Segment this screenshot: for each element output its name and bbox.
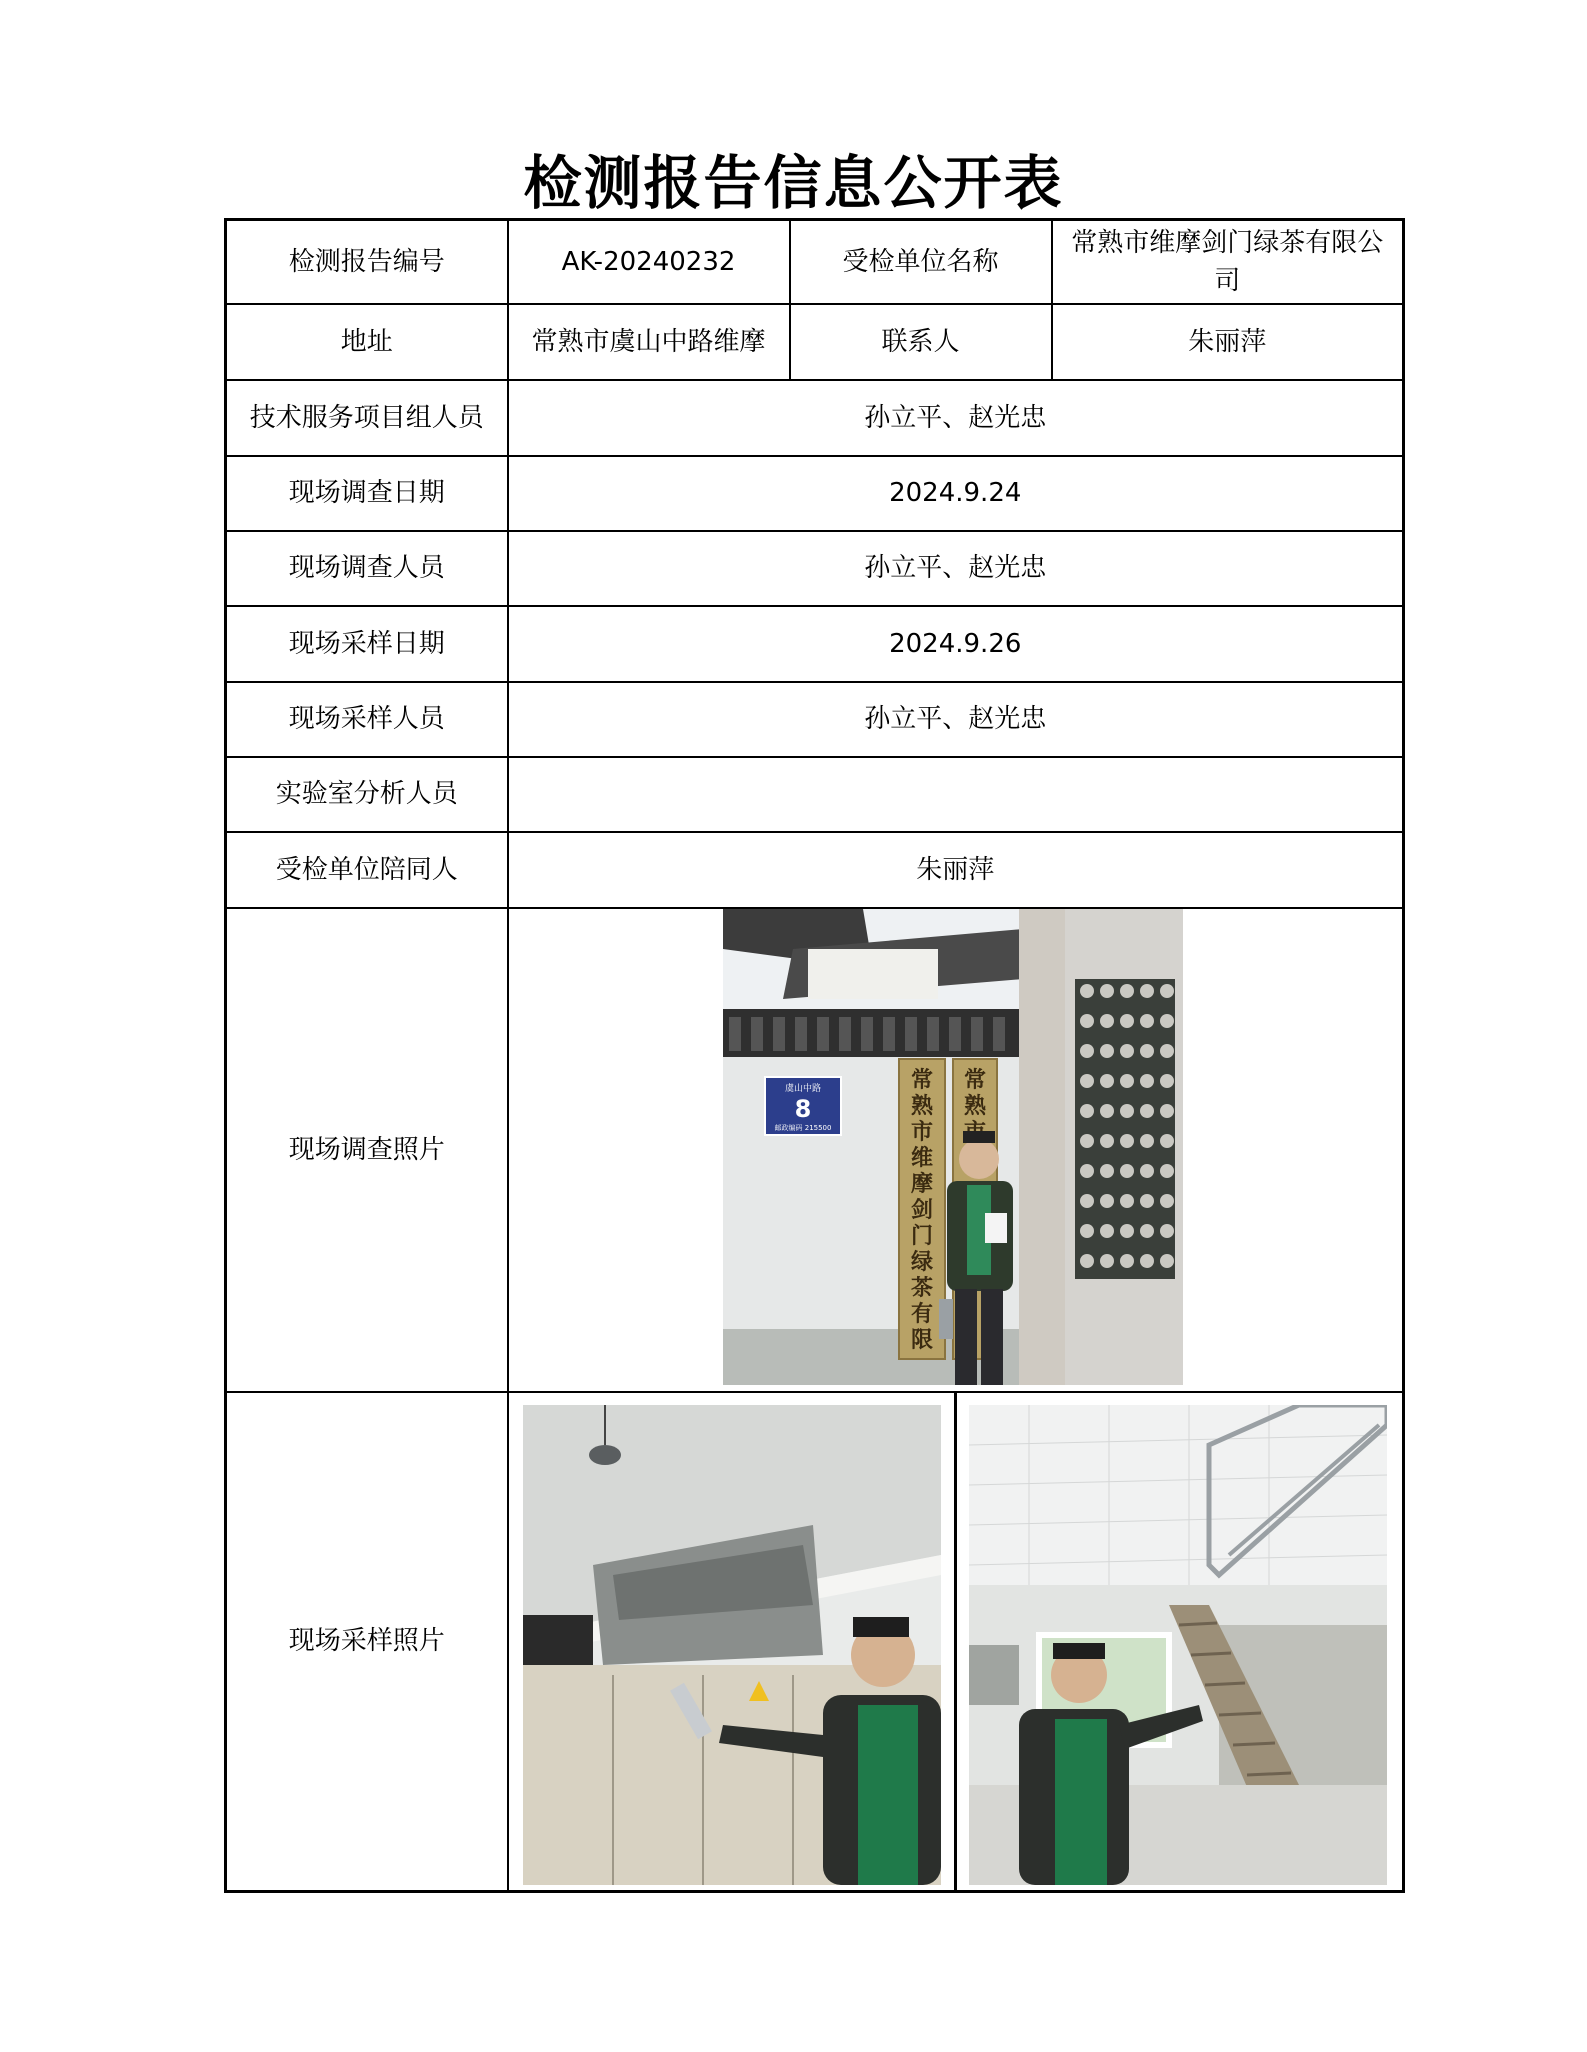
photo-divider: [954, 1393, 957, 1891]
contact-label: 联系人: [790, 304, 1052, 380]
sampling-photo-cell: [508, 1392, 1404, 1892]
contact-value: 朱丽萍: [1052, 304, 1404, 380]
plate-number: 8: [794, 1094, 811, 1123]
table-row: [226, 304, 1404, 380]
row-label: 受检单位陪同人: [226, 832, 508, 908]
row-label: 实验室分析人员: [226, 757, 508, 832]
unit-name-value: 常熟市维摩剑门绿茶有限公司: [1052, 220, 1404, 304]
page-title: 检测报告信息公开表: [523, 149, 1064, 217]
sampling-photo-label: 现场采样照片: [226, 1392, 508, 1892]
row-value: 孙立平、赵光忠: [508, 531, 1404, 606]
table-row: [226, 832, 1404, 908]
row-value: 孙立平、赵光忠: [508, 682, 1404, 757]
row-label: 现场调查人员: [226, 531, 508, 606]
company-sign-2: 常熟: [963, 1066, 986, 1119]
row-value: [508, 757, 1404, 832]
row-label: 现场调查日期: [226, 456, 508, 531]
sampling-photo-2: [969, 1405, 1387, 1885]
table-row: [226, 220, 1404, 304]
survey-photo-cell: [508, 908, 1404, 1392]
survey-photo: [723, 909, 1183, 1385]
report-number-value: AK-20240232: [508, 220, 790, 304]
table-row: [226, 1392, 1404, 1892]
info-table: [224, 218, 1405, 1893]
company-sign: 常熟市 维摩剑 门绿茶 有限: [910, 1066, 933, 1353]
row-value: 朱丽萍: [508, 832, 1404, 908]
plate-postcode: 邮政编码 215500: [774, 1123, 831, 1132]
address-label: 地址: [226, 304, 508, 380]
report-number-label: 检测报告编号: [226, 220, 508, 304]
row-value: 2024.9.24: [508, 456, 1404, 531]
table-row: [226, 456, 1404, 531]
table-row: [226, 757, 1404, 832]
table-row: [226, 606, 1404, 682]
plate-road: 虞山中路: [784, 1083, 821, 1094]
sampling-photo-1: [523, 1405, 941, 1885]
survey-photo-label: 现场调查照片: [226, 908, 508, 1392]
address-value: 常熟市虞山中路维摩: [508, 304, 790, 380]
table-row: [226, 682, 1404, 757]
table-row: [226, 908, 1404, 1392]
row-label: 现场采样人员: [226, 682, 508, 757]
table-row: [226, 380, 1404, 456]
row-label: 技术服务项目组人员: [226, 380, 508, 456]
row-value: 孙立平、赵光忠: [508, 380, 1404, 456]
unit-name-label: 受检单位名称: [790, 220, 1052, 304]
table-row: [226, 531, 1404, 606]
row-label: 现场采样日期: [226, 606, 508, 682]
row-value: 2024.9.26: [508, 606, 1404, 682]
